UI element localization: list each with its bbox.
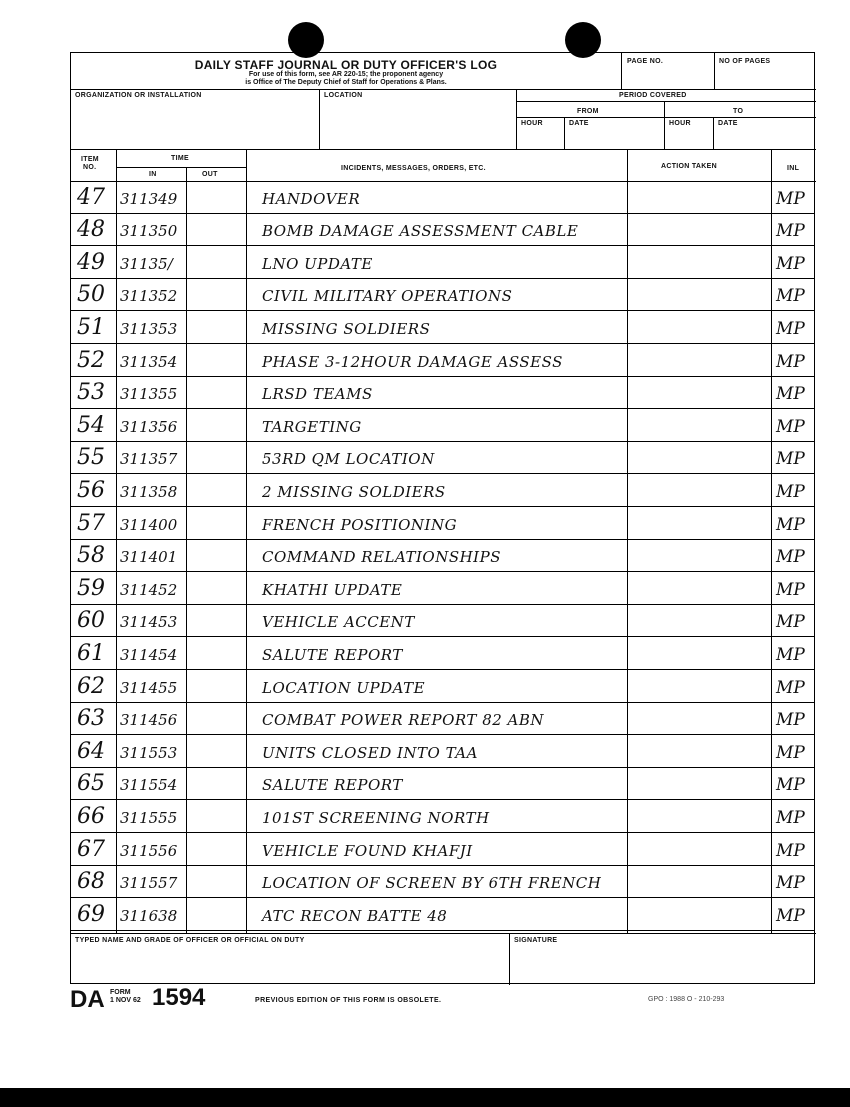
entry-incident-text: COMMAND RELATIONSHIPS — [262, 548, 501, 566]
footer-form-label-2: 1 NOV 62 — [110, 997, 141, 1004]
row-divider — [70, 473, 815, 474]
footer-da: DA — [70, 986, 105, 1013]
entry-item-number: 60 — [77, 608, 105, 633]
row-divider — [70, 343, 815, 344]
entry-initials: MP — [776, 449, 805, 469]
entry-incident-text: MISSING SOLDIERS — [262, 320, 431, 338]
form-title: DAILY STAFF JOURNAL OR DUTY OFFICER'S LOG — [194, 58, 498, 72]
entry-item-number: 49 — [77, 250, 105, 275]
row-divider — [70, 539, 815, 540]
entry-item-number: 69 — [77, 902, 105, 927]
entry-initials: MP — [776, 808, 805, 828]
footer-form-label-1: FORM — [110, 989, 131, 996]
entry-item-number: 67 — [77, 837, 105, 862]
entry-item-number: 65 — [77, 771, 105, 796]
entry-incident-text: BOMB DAMAGE ASSESSMENT CABLE — [262, 222, 579, 240]
entry-item-number: 48 — [77, 217, 105, 242]
entry-time-in: 311554 — [120, 776, 178, 794]
row-divider — [70, 213, 815, 214]
entry-time-in: 311353 — [120, 320, 178, 338]
entry-initials: MP — [776, 775, 805, 795]
signature-label: SIGNATURE — [514, 937, 558, 944]
entry-incident-text: FRENCH POSITIONING — [262, 516, 458, 534]
entry-initials: MP — [776, 286, 805, 306]
entry-item-number: 62 — [77, 674, 105, 699]
typed-name-label: TYPED NAME AND GRADE OF OFFICER OR OFFICIAL ON DUTY — [75, 937, 305, 944]
entry-initials: MP — [776, 547, 805, 567]
entry-incident-text: PHASE 3-12HOUR DAMAGE ASSESS — [262, 353, 563, 371]
action-taken-label: ACTION TAKEN — [661, 163, 717, 170]
entry-item-number: 64 — [77, 739, 105, 764]
from-date-label: DATE — [569, 120, 589, 127]
entry-item-number: 59 — [77, 576, 105, 601]
item-no-label-1: ITEM — [81, 156, 99, 163]
row-divider — [70, 245, 815, 246]
row-divider — [70, 930, 815, 931]
time-out-label: OUT — [202, 171, 218, 178]
item-no-label-2: NO. — [83, 164, 97, 171]
entry-item-number: 47 — [77, 185, 105, 210]
entry-time-in: 311354 — [120, 353, 178, 371]
row-divider — [70, 897, 815, 898]
period-covered-label: PERIOD COVERED — [619, 92, 687, 99]
no-of-pages-label: NO OF PAGES — [719, 58, 771, 65]
organization-label: ORGANIZATION OR INSTALLATION — [75, 92, 202, 99]
entry-item-number: 54 — [77, 413, 105, 438]
from-hour-label: HOUR — [521, 120, 543, 127]
row-divider — [70, 571, 815, 572]
entry-item-number: 63 — [77, 706, 105, 731]
entry-incident-text: SALUTE REPORT — [262, 646, 403, 664]
entry-item-number: 61 — [77, 641, 105, 666]
page-no-label: PAGE NO. — [627, 58, 664, 65]
entry-time-in: 311453 — [120, 613, 178, 631]
form-subtitle-1: For use of this form, see AR 220-15; the proponent agency — [248, 71, 444, 78]
entry-time-in: 311638 — [120, 907, 178, 925]
row-divider — [70, 865, 815, 866]
to-label: TO — [733, 108, 744, 115]
entry-time-in: 311350 — [120, 222, 178, 240]
entry-time-in: 311455 — [120, 679, 178, 697]
entry-item-number: 66 — [77, 804, 105, 829]
to-date-label: DATE — [718, 120, 738, 127]
entry-time-in: 311452 — [120, 581, 178, 599]
row-divider — [70, 832, 815, 833]
entry-time-in: 311456 — [120, 711, 178, 729]
entry-time-in: 311556 — [120, 842, 178, 860]
entry-incident-text: UNITS CLOSED INTO TAA — [262, 744, 478, 762]
entry-incident-text: 2 MISSING SOLDIERS — [262, 483, 446, 501]
entry-initials: MP — [776, 189, 805, 209]
entry-time-in: 311349 — [120, 190, 178, 208]
entry-item-number: 53 — [77, 380, 105, 405]
row-divider — [70, 506, 815, 507]
entry-time-in: 311355 — [120, 385, 178, 403]
footer-form-number: 1594 — [152, 984, 206, 1011]
entry-incident-text: LRSD TEAMS — [262, 385, 373, 403]
form-subtitle-2: is Office of The Deputy Chief of Staff for Operations & Plans. — [245, 78, 447, 86]
from-label: FROM — [577, 108, 599, 115]
row-divider — [70, 669, 815, 670]
entry-initials: MP — [776, 319, 805, 339]
entry-time-in: 311557 — [120, 874, 178, 892]
row-divider — [70, 408, 815, 409]
entry-time-in: 311555 — [120, 809, 178, 827]
entry-time-in: 31135/ — [120, 255, 173, 273]
entry-incident-text: 101ST SCREENING NORTH — [262, 809, 490, 827]
time-label: TIME — [171, 155, 189, 162]
entry-incident-text: VEHICLE FOUND KHAFJI — [262, 842, 473, 860]
entry-incident-text: COMBAT POWER REPORT 82 ABN — [262, 711, 545, 729]
entry-time-in: 311357 — [120, 450, 178, 468]
entry-initials: MP — [776, 906, 805, 926]
entry-item-number: 55 — [77, 445, 105, 470]
entry-initials: MP — [776, 841, 805, 861]
entry-initials: MP — [776, 352, 805, 372]
entry-initials: MP — [776, 417, 805, 437]
entry-incident-text: HANDOVER — [262, 190, 361, 208]
entry-incident-text: TARGETING — [262, 418, 362, 436]
entry-initials: MP — [776, 515, 805, 535]
scan-bottom-border — [0, 1088, 850, 1107]
time-in-label: IN — [149, 171, 157, 178]
entry-initials: MP — [776, 221, 805, 241]
entry-item-number: 68 — [77, 869, 105, 894]
entry-incident-text: VEHICLE ACCENT — [262, 613, 415, 631]
entry-item-number: 56 — [77, 478, 105, 503]
row-divider — [70, 734, 815, 735]
entry-incident-text: LNO UPDATE — [262, 255, 373, 273]
entry-time-in: 311356 — [120, 418, 178, 436]
entry-initials: MP — [776, 710, 805, 730]
entry-time-in: 311553 — [120, 744, 178, 762]
entry-time-in: 311454 — [120, 646, 178, 664]
row-divider — [70, 767, 815, 768]
form-title-block — [71, 59, 621, 86]
location-label: LOCATION — [324, 92, 363, 99]
entry-incident-text: SALUTE REPORT — [262, 776, 403, 794]
entry-item-number: 58 — [77, 543, 105, 568]
entry-initials: MP — [776, 645, 805, 665]
entry-incident-text: LOCATION UPDATE — [262, 679, 426, 697]
entry-time-in: 311400 — [120, 516, 178, 534]
entry-initials: MP — [776, 254, 805, 274]
entry-item-number: 50 — [77, 282, 105, 307]
row-divider — [70, 636, 815, 637]
incidents-label: INCIDENTS, MESSAGES, ORDERS, ETC. — [341, 165, 486, 172]
row-divider — [70, 376, 815, 377]
entry-initials: MP — [776, 580, 805, 600]
entry-initials: MP — [776, 384, 805, 404]
entry-initials: MP — [776, 482, 805, 502]
entry-time-in: 311401 — [120, 548, 178, 566]
entry-incident-text: KHATHI UPDATE — [262, 581, 403, 599]
footer-gpo: GPO : 1988 O - 210-293 — [648, 996, 725, 1003]
entry-initials: MP — [776, 743, 805, 763]
row-divider — [70, 799, 815, 800]
entry-incident-text: ATC RECON BATTE 48 — [262, 907, 448, 925]
footer-previous-edition: PREVIOUS EDITION OF THIS FORM IS OBSOLETE. — [255, 997, 442, 1004]
entry-initials: MP — [776, 873, 805, 893]
entry-item-number: 57 — [77, 511, 105, 536]
entry-item-number: 52 — [77, 348, 105, 373]
entry-time-in: 311352 — [120, 287, 178, 305]
entry-incident-text: 53RD QM LOCATION — [262, 450, 435, 468]
row-divider — [70, 278, 815, 279]
to-hour-label: HOUR — [669, 120, 691, 127]
footer-form-label — [110, 989, 141, 1005]
row-divider — [70, 702, 815, 703]
row-divider — [70, 310, 815, 311]
entry-time-in: 311358 — [120, 483, 178, 501]
initials-label: INL — [787, 165, 800, 172]
row-divider — [70, 604, 815, 605]
entry-item-number: 51 — [77, 315, 105, 340]
row-divider — [70, 441, 815, 442]
entry-incident-text: CIVIL MILITARY OPERATIONS — [262, 287, 513, 305]
entry-initials: MP — [776, 678, 805, 698]
entry-incident-text: LOCATION OF SCREEN BY 6TH FRENCH — [262, 874, 602, 892]
entry-initials: MP — [776, 612, 805, 632]
